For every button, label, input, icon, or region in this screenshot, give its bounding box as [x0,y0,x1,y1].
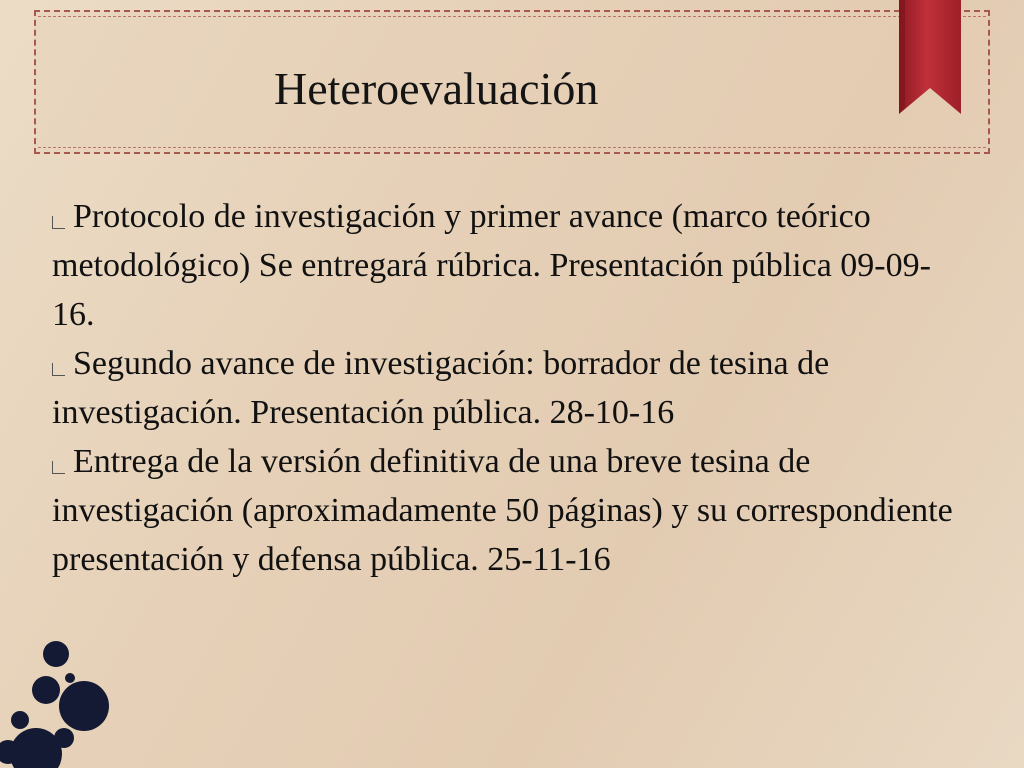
slide-title: Heteroevaluación [274,63,599,114]
empty-box-bullet-icon [52,216,65,229]
list-item [52,339,972,437]
bullet-text: Segundo avance de investigación: borrador de tesina de investigación. Presentación pública. 28-10-16 [52,345,830,431]
empty-box-bullet-icon [52,363,65,376]
bookmark-ribbon-icon [897,0,963,118]
empty-box-bullet-icon [52,461,65,474]
bullet-text: Entrega de la versión definitiva de una breve tesina de investigación (aproximadamente 50 páginas) y su correspondiente presentación y defensa pública. 25-11-16 [52,443,953,578]
bullet-list [52,192,972,584]
bullet-text: Protocolo de investigación y primer avance (marco teórico metodológico) Se entregará rúbrica. Presentación pública 09-09-16. [52,198,931,333]
list-item [52,437,972,584]
list-item [52,192,972,339]
ink-blots-decoration [0,630,120,768]
